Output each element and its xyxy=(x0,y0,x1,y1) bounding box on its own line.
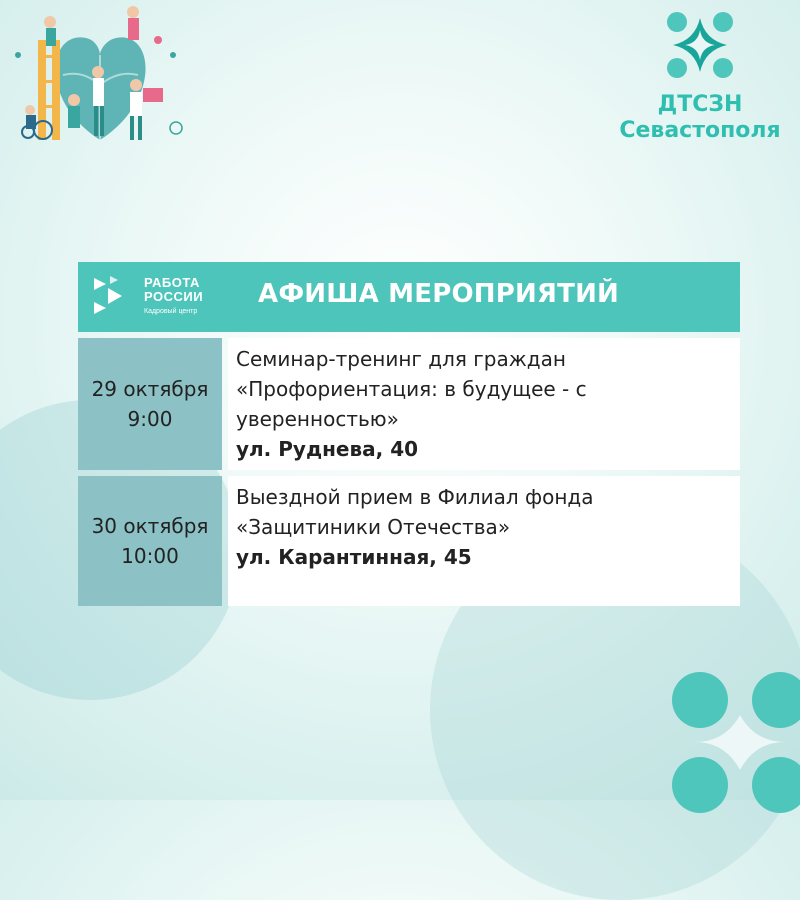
dtszn-star-logo-icon xyxy=(665,10,735,80)
event-date-cell xyxy=(78,476,222,606)
brand-title-line1: ДТСЗН xyxy=(657,92,743,117)
rabota-rossii-subtitle: Кадровый центр xyxy=(144,308,198,315)
event-title-line: Выездной прием в Филиал фонда xyxy=(236,485,594,509)
event-title-line: «Защитиники Отечества» xyxy=(236,515,511,539)
event-title-line: «Профориентация: в будущее - с xyxy=(236,377,587,401)
event-description-cell xyxy=(228,476,740,606)
poster-header xyxy=(78,262,740,332)
event-description-cell xyxy=(228,338,740,470)
event-address: ул. Карантинная, 45 xyxy=(236,545,472,569)
rabota-rossii-line2: РОССИИ xyxy=(144,289,204,304)
rabota-rossii-line1: РАБОТА xyxy=(144,275,200,290)
event-row xyxy=(78,338,740,470)
event-date-cell xyxy=(78,338,222,470)
rabota-rossii-arrows-icon xyxy=(92,274,132,318)
poster-title: АФИША МЕРОПРИЯТИЙ xyxy=(258,279,620,309)
dtszn-brand xyxy=(600,10,800,160)
event-time: 10:00 xyxy=(121,544,179,568)
event-row xyxy=(78,476,740,606)
events-poster xyxy=(78,262,740,606)
event-address: ул. Руднева, 40 xyxy=(236,437,419,461)
rabota-rossii-logo-text xyxy=(144,276,203,317)
decorative-logo-fragment xyxy=(660,660,800,820)
event-date: 30 октября xyxy=(91,514,209,538)
event-title-line: Семинар-тренинг для граждан xyxy=(236,347,566,371)
volunteers-heart-illustration xyxy=(8,0,193,150)
brand-title-line2: Севастополя xyxy=(619,118,781,143)
event-date: 29 октября xyxy=(91,377,209,401)
event-time: 9:00 xyxy=(127,407,173,431)
event-title-line: уверенностью» xyxy=(236,407,399,431)
